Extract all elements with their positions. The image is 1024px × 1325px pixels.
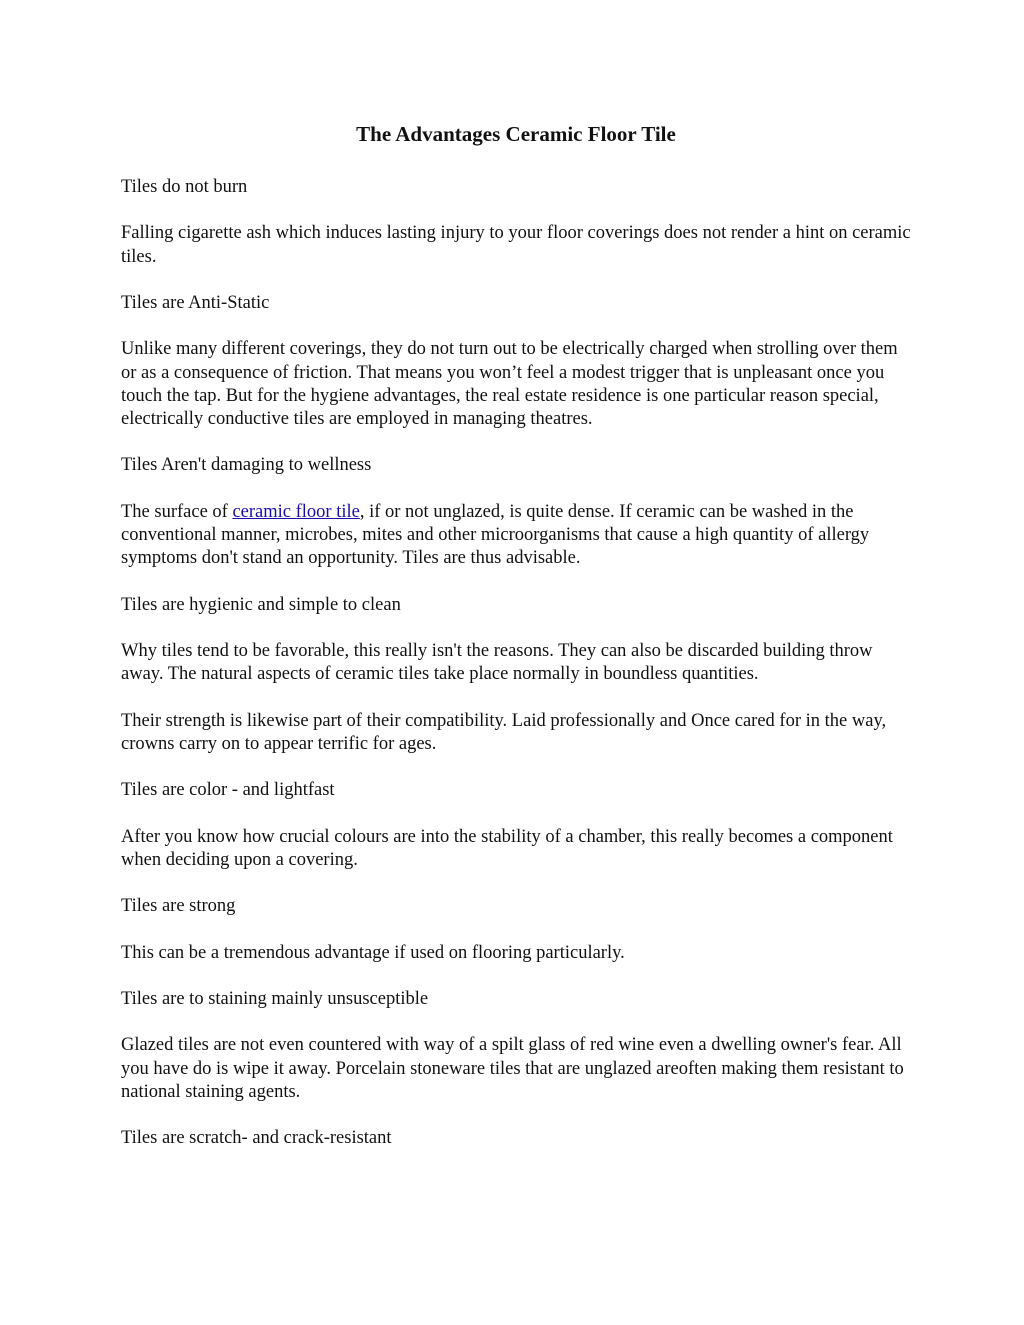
heading-anti-static: Tiles are Anti-Static (121, 292, 270, 313)
paragraph-glazed-tiles: Glazed tiles are not even countered with way of a spilt glass of red wine even a dwelling owner's fear. All you have do is wipe it away. Porcelain stoneware tiles that are unglazed areoften making them resistant to national staining agents. (121, 1035, 904, 1102)
heading-color-lightfast: Tiles are color - and lightfast (121, 780, 335, 801)
heading-wellness: Tiles Aren't damaging to wellness (121, 455, 372, 476)
paragraph-electrically-charged: Unlike many different coverings, they do not turn out to be electrically charged when strolling over them or as a consequence of friction. That means you won’t feel a modest trigger that is unpleasant once you touch the tap. But for the hygiene advantages, the real estate residence is one particular reason special, electrically conductive tiles are employed in managing theatres. (121, 339, 898, 429)
document-title: The Advantages Ceramic Floor Tile (356, 122, 676, 146)
paragraph-colours: After you know how crucial colours are into the stability of a chamber, this really becomes a component when deciding upon a covering. (121, 826, 893, 870)
heading-tiles-do-not-burn: Tiles do not burn (121, 177, 248, 197)
document-page (121, 118, 911, 1173)
heading-hygienic: Tiles are hygienic and simple to clean (121, 594, 401, 615)
paragraph-favorable: Why tiles tend to be favorable, this really isn't the reasons. They can also be discarded building throw away. The natural aspects of ceramic tiles take place normally in boundless quantities. (121, 640, 873, 685)
paragraph-surface-before: The surface of (121, 501, 233, 522)
paragraph-surface-after: , if or not unglazed, is quite dense. If ceramic can be washed in the conventional manner, microbes, mites and other microorganisms that cause a high quantity of allergy symptoms don't stand an opportunity. Tiles are thus advisable. (121, 501, 870, 569)
paragraph-cigarette-ash: Falling cigarette ash which induces lasting injury to your floor coverings does not render a hint on ceramic tiles. (121, 223, 911, 267)
heading-staining: Tiles are to staining mainly unsusceptible (121, 988, 429, 1009)
ceramic-floor-tile-link[interactable]: ceramic floor tile (232, 501, 360, 522)
paragraph-surface-dense (121, 501, 911, 571)
heading-strong: Tiles are strong (121, 896, 236, 917)
paragraph-strength: Their strength is likewise part of their compatibility. Laid professionally and Once cared for in the way, crowns carry on to appear terrific for ages. (121, 710, 887, 754)
heading-scratch-resistant: Tiles are scratch- and crack-resistant (121, 1128, 392, 1149)
paragraph-advantage-flooring: This can be a tremendous advantage if used on flooring particularly. (121, 942, 625, 963)
